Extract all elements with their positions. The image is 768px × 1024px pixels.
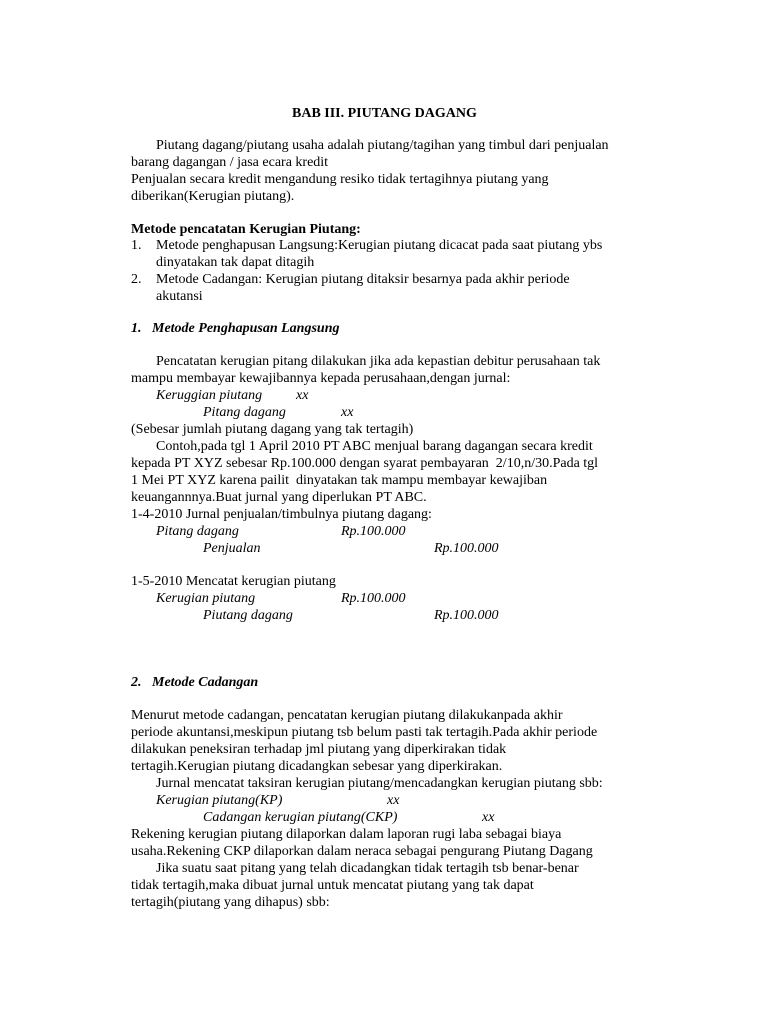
journal-credit-amount: Rp.100.000	[434, 541, 499, 556]
journal-debit-amount: Rp.100.000	[341, 591, 406, 606]
section2-para-line: periode akuntansi,meskipun piutang tsb belum pasti tak tertagih.Pada akhir periode	[131, 725, 598, 740]
section2-para-line: tertagih(piutang yang dihapus) sbb:	[131, 895, 330, 910]
section2-para-line: tertagih.Kerugian piutang dicadangkan sebesar yang diperkirakan.	[131, 759, 503, 774]
section2-para-line: dilakukan peneksiran terhadap jml piutang yang diperkirakan tidak	[131, 742, 507, 757]
example-line: Contoh,pada tgl 1 April 2010 PT ABC menjual barang dagangan secara kredit	[156, 439, 593, 454]
section2-para-line: Rekening kerugian piutang dilaporkan dalam laporan rugi laba sebagai biaya	[131, 827, 562, 842]
example-line: 1 Mei PT XYZ karena pailit dinyatakan tak mampu membayar kewajiban	[131, 473, 548, 488]
example-line: kepada PT XYZ sebesar Rp.100.000 dengan syarat pembayaran 2/10,n/30.Pada tgl	[131, 456, 599, 471]
intro-line: Piutang dagang/piutang usaha adalah piutang/tagihan yang timbul dari penjualan	[156, 138, 609, 153]
list-item-line: Metode Cadangan: Kerugian piutang ditaksir besarnya pada akhir periode	[156, 272, 570, 287]
journal-credit-amount: Rp.100.000	[434, 608, 499, 623]
journal-credit-amount: xx	[482, 810, 495, 825]
list-number: 2.	[131, 272, 142, 287]
journal-debit-account: Pitang dagang	[156, 524, 239, 539]
journal-debit-amount: xx	[387, 793, 400, 808]
section2-para-line: tidak tertagih,maka dibuat jurnal untuk mencatat piutang yang tak dapat	[131, 878, 534, 893]
journal-debit-account: Kerugian piutang	[156, 591, 256, 606]
metode-heading: Metode pencatatan Kerugian Piutang:	[131, 222, 361, 237]
entry2-label: 1-5-2010 Mencatat kerugian piutang	[131, 574, 336, 589]
list-number: 1.	[131, 238, 142, 253]
journal-debit-amount: xx	[296, 388, 309, 403]
intro-line: barang dagangan / jasa ecara kredit	[131, 155, 329, 170]
journal-credit-account: Pitang dagang	[203, 405, 286, 420]
journal-debit-account: Kerugian piutang(KP)	[156, 793, 283, 808]
intro-line: Penjualan secara kredit mengandung resiko tidak tertagihnya piutang yang	[131, 172, 549, 187]
list-item-line: akutansi	[156, 289, 203, 304]
section1-para-line: Pencatatan kerugian pitang dilakukan jika ada kepastian debitur perusahaan tak	[156, 354, 601, 369]
journal-credit-account: Piutang dagang	[203, 608, 293, 623]
journal-credit-account: Penjualan	[203, 541, 261, 556]
section1-para-line: mampu membayar kewajibannya kepada perusahaan,dengan jurnal:	[131, 371, 511, 386]
list-item-line: Metode penghapusan Langsung:Kerugian piutang dicacat pada saat piutang ybs	[156, 238, 603, 253]
page-title: BAB III. PIUTANG DAGANG	[292, 106, 477, 121]
journal-credit-amount: xx	[341, 405, 354, 420]
intro-line: diberikan(Kerugian piutang).	[131, 189, 295, 204]
journal-intro: Jurnal mencatat taksiran kerugian piutang/mencadangkan kerugian piutang sbb:	[156, 776, 603, 791]
section2-para-line: usaha.Rekening CKP dilaporkan dalam neraca sebagai pengurang Piutang Dagang	[131, 844, 593, 859]
entry1-label: 1-4-2010 Jurnal penjualan/timbulnya piutang dagang:	[131, 507, 432, 522]
example-line: keuangannnya.Buat jurnal yang diperlukan PT ABC.	[131, 490, 427, 505]
journal-credit-account: Cadangan kerugian piutang(CKP)	[203, 810, 398, 825]
section2-para-line: Jika suatu saat pitang yang telah dicadangkan tidak tertagih tsb benar-benar	[156, 861, 579, 876]
note-line: (Sebesar jumlah piutang dagang yang tak tertagih)	[131, 422, 414, 437]
section1-heading: 1. Metode Penghapusan Langsung	[131, 321, 340, 336]
section2-heading: 2. Metode Cadangan	[131, 675, 259, 690]
section2-para-line: Menurut metode cadangan, pencatatan kerugian piutang dilakukanpada akhir	[131, 708, 563, 723]
journal-debit-amount: Rp.100.000	[341, 524, 406, 539]
journal-debit-account: Keruggian piutang	[156, 388, 263, 403]
list-item-line: dinyatakan tak dapat ditagih	[156, 255, 315, 270]
